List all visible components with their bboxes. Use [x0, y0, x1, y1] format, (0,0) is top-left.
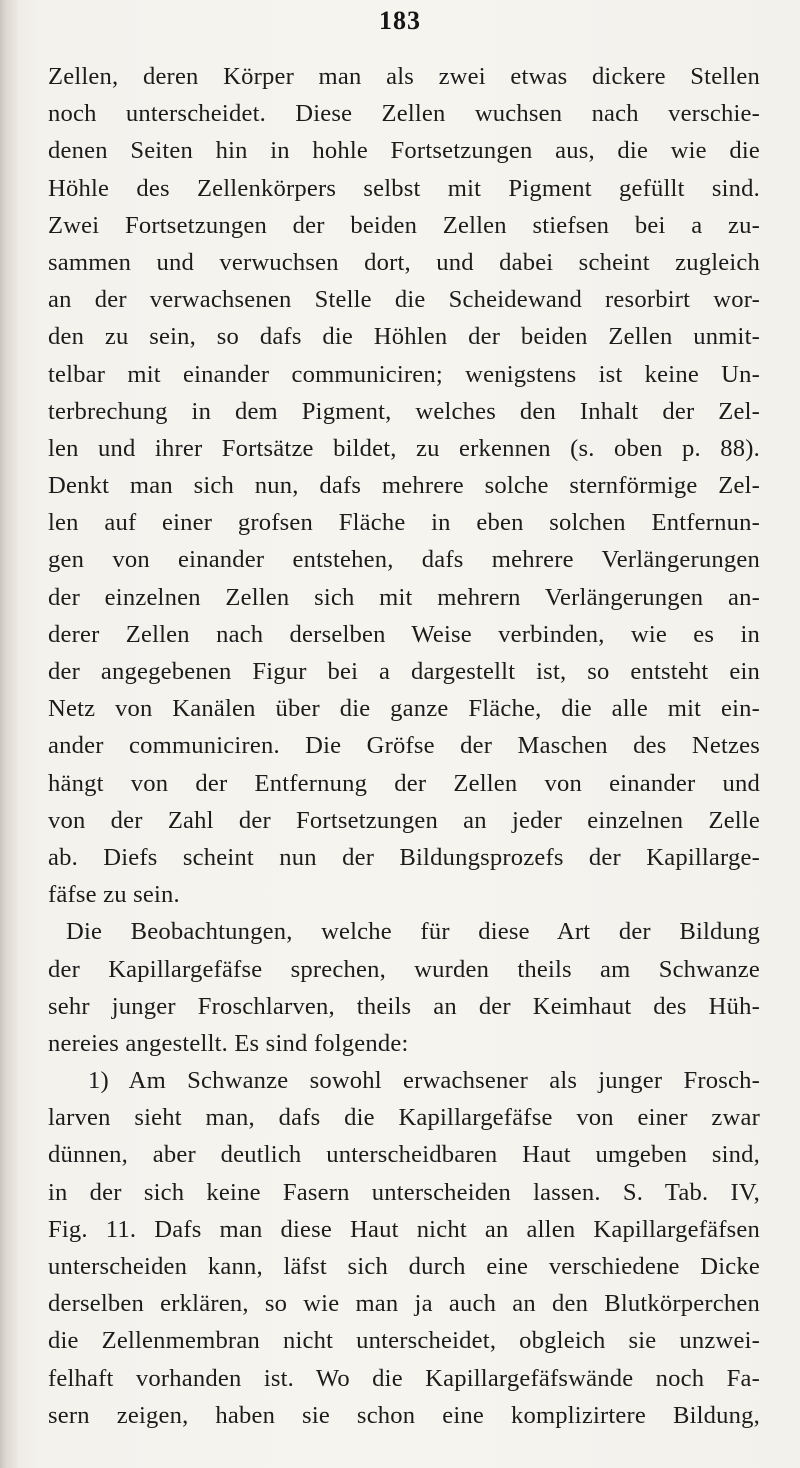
text-line: sammen und verwuchsen dort, und dabei scheint zugleich — [48, 248, 760, 276]
text-line: der angegebenen Figur bei a dargestellt ist, so entsteht ein — [48, 658, 760, 685]
text-line: den zu sein, so dafs die Höhlen der beiden Zellen unmit- — [48, 323, 760, 351]
text-line: larven sieht man, dafs die Kapillargefäfse von einer zwar — [48, 1104, 760, 1132]
text-line: len und ihrer Fortsätze bildet, zu erkennen (s. oben p. 88). — [48, 434, 760, 462]
text-line: der einzelnen Zellen sich mit mehrern Verlängerungen an- — [48, 583, 760, 611]
body-text — [48, 58, 760, 1434]
text-line: Fig. 11. Dafs man diese Haut nicht an allen Kapillargefäfsen — [48, 1215, 760, 1243]
text-line: von der Zahl der Fortsetzungen an jeder einzelnen Zelle — [48, 806, 760, 834]
text-line: die Zellenmembran nicht unterscheidet, obgleich sie unzwei- — [48, 1327, 760, 1355]
text-line: nereies angestellt. Es sind folgende: — [48, 1029, 409, 1057]
text-line: der Kapillargefäfse sprechen, wurden theils am Schwanze — [48, 955, 760, 983]
text-line: Denkt man sich nun, dafs mehrere solche sternförmige Zel- — [48, 472, 760, 500]
text-line: gen von einander entstehen, dafs mehrere Verlängerungen — [48, 546, 760, 574]
text-line: derselben erklären, so wie man ja auch an den Blutkörperchen — [48, 1290, 760, 1318]
text-line: 1) Am Schwanze sowohl erwachsener als junger Frosch- — [88, 1067, 760, 1095]
text-line: unterscheiden kann, läfst sich durch eine verschiedene Dicke — [48, 1253, 760, 1280]
page-binding-edge — [0, 0, 18, 1468]
text-line: in der sich keine Fasern unterscheiden lassen. S. Tab. IV, — [48, 1178, 760, 1206]
text-line: hängt von der Entfernung der Zellen von einander und — [48, 769, 760, 797]
text-line: sehr junger Froschlarven, theils an der Keimhaut des Hüh- — [48, 992, 760, 1020]
text-line: Zwei Fortsetzungen der beiden Zellen stiefsen bei a zu- — [48, 211, 760, 239]
text-line: ander communiciren. Die Gröfse der Maschen des Netzes — [48, 732, 760, 760]
text-line: noch unterscheidet. Diese Zellen wuchsen nach verschie- — [48, 100, 760, 128]
text-line: sern zeigen, haben sie schon eine komplizirtere Bildung, — [48, 1401, 760, 1429]
text-line: Die Beobachtungen, welche für diese Art der Bildung — [66, 918, 760, 946]
text-line: terbrechung in dem Pigment, welches den Inhalt der Zel- — [48, 397, 760, 425]
page-number: 183 — [379, 6, 421, 35]
text-line: denen Seiten hin in hohle Fortsetzungen aus, die wie die — [48, 137, 760, 165]
text-line: telbar mit einander communiciren; wenigstens ist keine Un- — [48, 360, 760, 388]
text-line: ab. Diefs scheint nun der Bildungsprozefs der Kapillarge- — [48, 843, 760, 871]
text-line: Zellen, deren Körper man als zwei etwas dickere Stellen — [48, 63, 760, 90]
text-line: felhaft vorhanden ist. Wo die Kapillargefäfswände noch Fa- — [48, 1364, 760, 1392]
text-line: Netz von Kanälen über die ganze Fläche, die alle mit ein- — [48, 695, 760, 723]
text-line: dünnen, aber deutlich unterscheidbaren Haut umgeben sind, — [48, 1141, 760, 1169]
text-line: Höhle des Zellenkörpers selbst mit Pigment gefüllt sind. — [48, 174, 760, 202]
text-line: len auf einer grofsen Fläche in eben solchen Entfernun- — [48, 509, 760, 537]
text-line: fäfse zu sein. — [48, 881, 180, 909]
text-line: derer Zellen nach derselben Weise verbinden, wie es in — [48, 620, 760, 648]
text-line: an der verwachsenen Stelle die Scheidewand resorbirt wor- — [48, 286, 760, 314]
